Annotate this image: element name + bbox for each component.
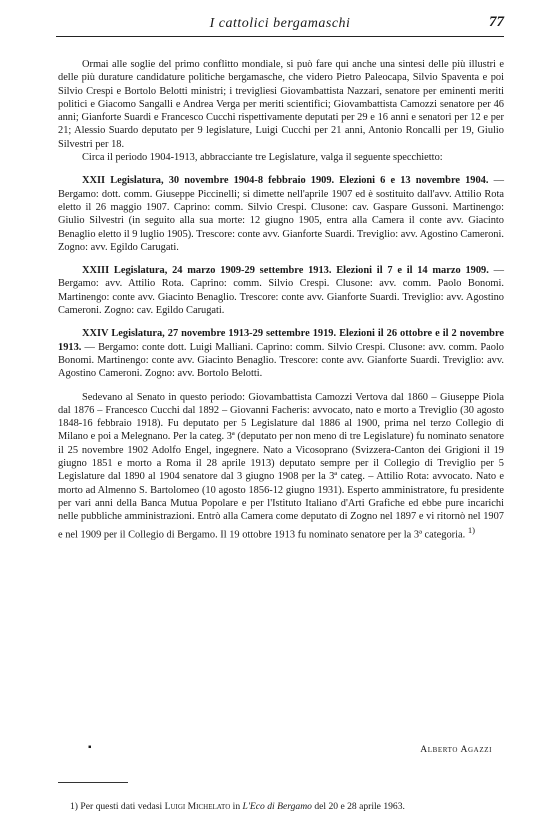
- footnote-author: Luigi Michelato: [164, 800, 231, 812]
- footnote-text-before: Per questi dati vedasi: [80, 800, 163, 812]
- legislature-xxii-text: — Bergamo: dott. comm. Giuseppe Piccinelli; si dimette nell'aprile 1907 ed è sostituito dall'avv. Attilio Rota eletto il 26 maggio 1907. Caprino: comm. Silvio Crespi. Clusone: cav. Gaspare Gussoni. Martinengo: Giulio Silvestri (in seguito alla sua morte: 12 giugno 1905, entra alla Camera il conte avv. Giacinto Benaglio eletto il 9 luglio 1905). Trescore: conte avv. Gianforte Suardi. Treviglio: avv. Agostino Cameroni. Zogno: avv. Egildo Carugati.: [58, 175, 504, 253]
- footnote-divider: [58, 782, 128, 783]
- author-signature: Alberto Agazzi: [420, 744, 492, 755]
- legislature-xxiii: [58, 264, 504, 317]
- page-number: 77: [489, 14, 504, 30]
- footnote-text-in: in: [232, 800, 241, 812]
- senate-paragraph: [58, 391, 504, 542]
- legislature-xxii-lead: XXII Legislatura, 30 novembre 1904-8 febbraio 1909. Elezioni 6 e 13 novembre 1904.: [82, 175, 489, 187]
- footnote-text-after: del 20 e 28 aprile 1963.: [314, 800, 405, 812]
- page-header: [56, 14, 504, 37]
- running-title: I cattolici bergamaschi: [209, 16, 351, 31]
- legislature-xxiv-text: — Bergamo: conte dott. Luigi Malliani. Caprino: comm. Silvio Crespi. Clusone: avv. comm. Paolo Bonomi. Martinengo: conte avv. Giacinto Benaglio. Trescore: conte avv. Gianforte Suardi. Treviglio: avv. Agostino Cameroni. Zogno: avv. Bortolo Belotti.: [58, 341, 504, 380]
- legislature-xxiv-lead: XXIV Legislatura, 27 novembre 1913-29 settembre 1919. Elezioni il 26 ottobre e il 2 novembre 1913.: [58, 328, 504, 353]
- legislature-xxiii-text: — Bergamo: avv. Attilio Rota. Caprino: comm. Silvio Crespi. Clusone: avv. comm. Paolo Bonomi. Martinengo: conte avv. Giacinto Benaglio. Trescore: conte avv. Gianforte Suardi. Treviglio: avv. Agostino Cameroni. Zogno: cav. Egildo Carugati.: [58, 265, 504, 317]
- intro-paragraph: Ormai alle soglie del primo conflitto mondiale, si può fare qui anche una sintesi delle più illustri e delle più durature candidature politiche bergamasche, che videro Pietro Paleocapa, Silvio Spaventa e poi Silvio Crespi e Bortolo Belotti ministri; i trevigliesi Giovambattista Nazzari, senatore per eminenti meriti politici e Giacomo Sangalli e Andrea Verga per meriti scientifici; Giovambattista Camozzi senatore per 46 anni; Gianforte Suardi e Francesco Cucchi rispettivamente deputati per 29 e 16 anni e senatori per 12 e per 21; Alessio Suardo deputato per 9 legislature, Luigi Cucchi per 21 anni, Antonio Roncalli per 19, Giulio Silvestri per 18.: [58, 59, 504, 150]
- footnote: [58, 800, 504, 813]
- legislature-xxiv: [58, 327, 504, 380]
- page-body: [58, 58, 504, 541]
- period-paragraph: Circa il periodo 1904-1913, abbracciante tre Legislature, valga il seguente specchietto:: [82, 152, 443, 164]
- footnote-reference: 1): [467, 524, 476, 535]
- bullet-mark: ▪: [88, 742, 92, 753]
- footnote-source: L'Eco di Bergamo: [242, 800, 312, 812]
- senate-text: Sedevano al Senato in questo periodo: Giovambattista Camozzi Vertova dal 1860 – Giuseppe Piola dal 1876 – Francesco Cucchi dal 1892 – Giovanni Facheris: avvocato, nato e morto a Treviglio (30 agosto 1848-16 febbraio 1918). Fu deputato per 5 Legislature dal 1886 al 1900, prima nel terzo Collegio di Milano e poi a Melegnano. Per la categ. 3ª (deputato per non meno di tre Legislature) fu nominato senatore il 25 novembre 1902 Adolfo Engel, ingegnere. Nato a Vicosoprano (Svizzera-Canton dei Grigioni il 19 giugno 1851 e morto a Roma il 28 aprile 1913) deputato sempre per il Collegio di Treviglio per 5 Legislature dal 1890 al 1904 senatore dal 3 giugno 1908 per la 3ª categ. – Attilio Rota: avvocato. Nato e morto ad Almenno S. Bartolomeo (10 agosto 1856-12 giugno 1931). Esperto amministratore, fu presidente per vari anni della Banca Mutua Popolare e per l'Istituto Italiano d'Arti Grafiche ed ebbe pure incarichi nelle pubbliche amministrazioni. Entrò alla Camera come deputato di Zogno nel 1897 e vi ritornò nel 1907 e nel 1909 per il Collegio di Bergamo. Il 19 ottobre 1913 fu nominato senatore per la 3ª categoria.: [58, 391, 504, 540]
- legislature-xxiii-lead: XXIII Legislatura, 24 marzo 1909-29 settembre 1913. Elezioni il 7 e il 14 marzo 1909.: [82, 265, 489, 277]
- legislature-xxii: [58, 174, 504, 254]
- footnote-marker: 1): [70, 800, 78, 812]
